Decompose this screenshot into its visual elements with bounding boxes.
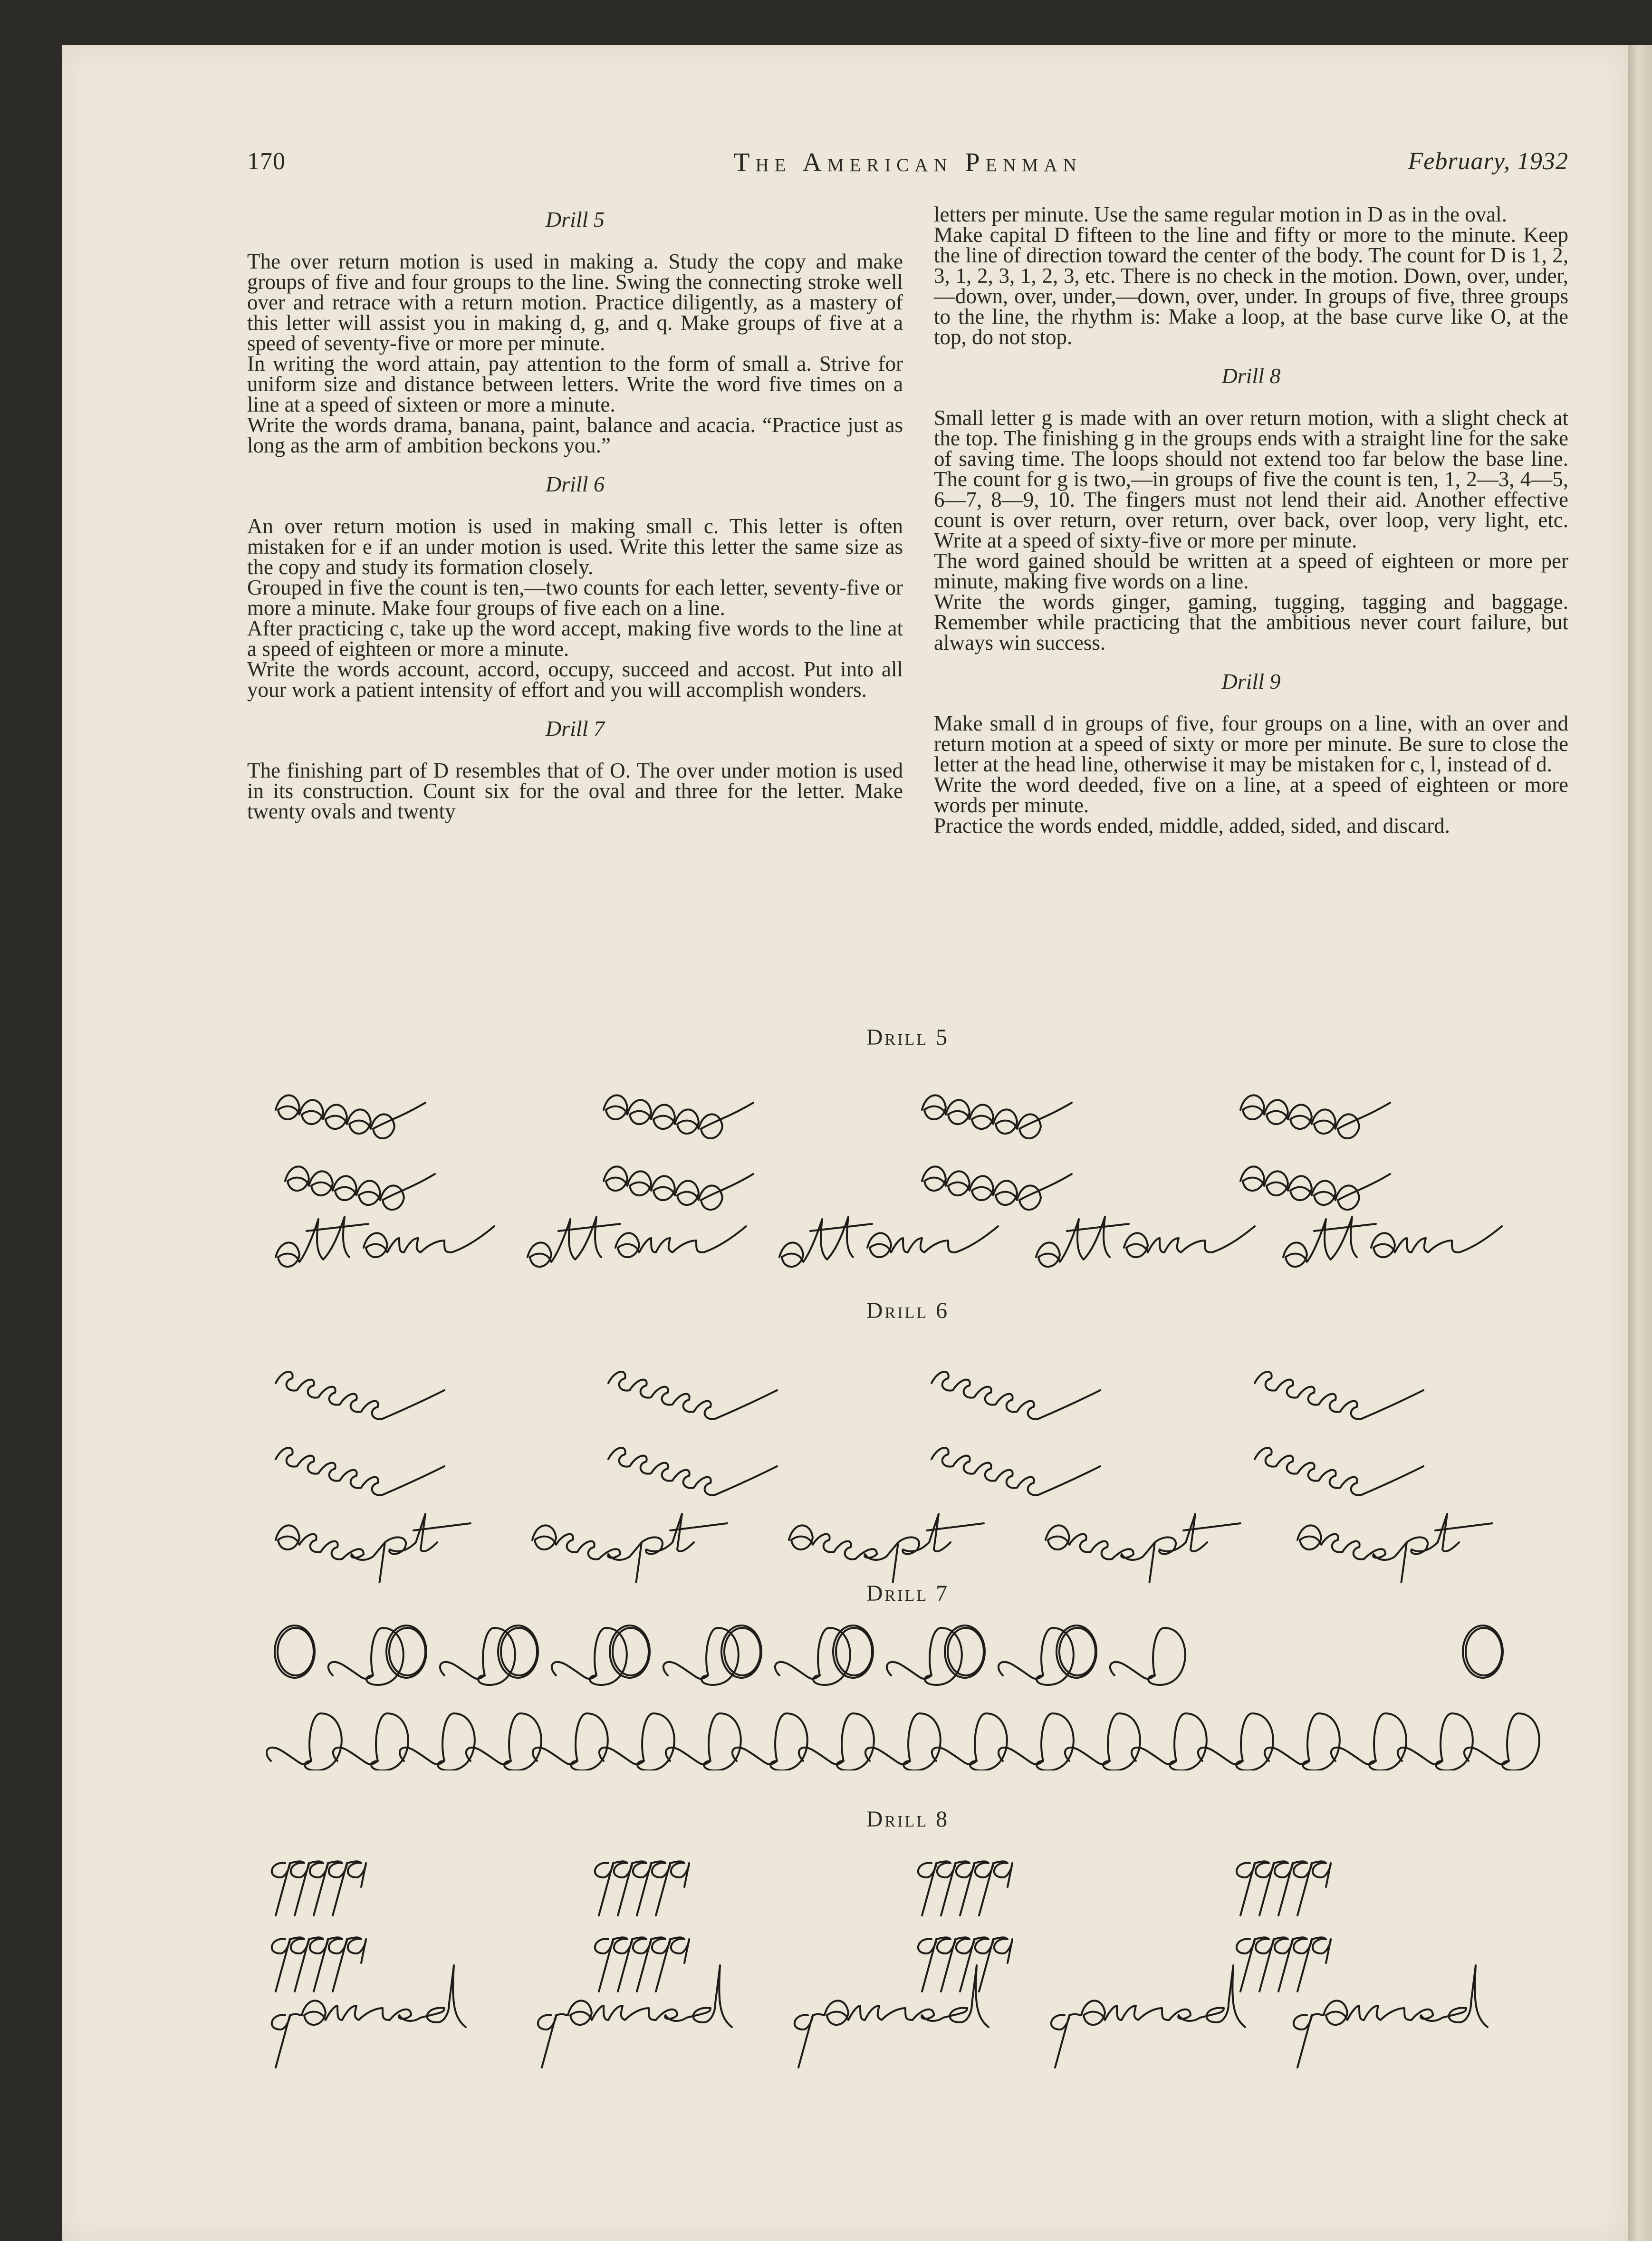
- drill-5-paragraph: Write the words drama, banana, paint, balance and acacia. “Practice just as long as the arm of ambition beckons you.”: [247, 413, 903, 457]
- drill-5-paragraph: In writing the word attain, pay attention to the form of small a. Strive for uniform size and distance between letters. Write the word five times on a line at a speed of sixteen or more a minute.: [247, 352, 903, 416]
- drill-7-heading: Drill 7: [546, 716, 605, 741]
- drill-6-paragraph: After practicing c, take up the word accept, making five words to the line at a speed of eighteen or more a minute.: [247, 616, 903, 661]
- drill-7-paragraph: Make capital D fifteen to the line and fifty or more to the minute. Keep the line of direction toward the center of the body. The count for D is 1, 2, 3, 1, 2, 3, 1, 2, 3, etc. There is no check in the motion. Down, over, under,—down, over, under,—down, over, under. In groups of five, three groups to the line, the rhythm is: Make a loop, at the base curve like O, at the top, do not stop.: [934, 223, 1568, 349]
- drill-8-specimen: [266, 1835, 1549, 2082]
- drill-5-heading: Drill 5: [546, 207, 605, 231]
- drill-7-specimen: [266, 1609, 1549, 1770]
- drill-6-paragraph: An over return motion is used in making small c. This letter is often mistaken for e if an under motion is used. Write this letter the same size as the copy and study its formation closely.: [247, 514, 903, 579]
- drill-6-heading: Drill 6: [546, 472, 605, 496]
- drill-5-specimen: [266, 1053, 1549, 1305]
- plate-title: Drill 6: [866, 1298, 950, 1323]
- plate-title: Drill 7: [866, 1581, 950, 1606]
- issue-date: February, 1932: [1408, 148, 1568, 175]
- adjacent-page-edge: [1628, 45, 1652, 2241]
- drill-9-paragraph: Practice the words ended, middle, added, sided, and discard.: [934, 814, 1450, 837]
- page-number: 170: [247, 148, 286, 175]
- page-header: [247, 147, 1568, 185]
- drill-7-paragraph: The finishing part of D resembles that of O. The over under motion is used in its construction. Count six for the oval and three for the letter. Make twenty ovals and twenty: [247, 759, 903, 823]
- drill-9-paragraph: Write the word deeded, five on a line, at a speed of eighteen or more words per minute.: [934, 773, 1568, 817]
- drill-6-paragraph: Write the words account, accord, occupy, succeed and accost. Put into all your work a patient intensity of effort and you will accomplish wonders.: [247, 657, 903, 702]
- left-text-column: [247, 204, 903, 822]
- drill-8-heading: Drill 8: [1221, 364, 1281, 388]
- journal-title: The American Penman: [733, 148, 1082, 177]
- plate-title: Drill 8: [866, 1807, 950, 1832]
- drill-5-plate: [266, 1024, 1549, 1305]
- drill-8-paragraph: Small letter g is made with an over return motion, with a slight check at the top. The finishing g in the groups ends with a straight line for the sake of saving time. The loops should not extend too far below the base line. The count for g is two,—in groups of five the count is ten, 1, 2—3, 4—5, 6—7, 8—9, 10. The fingers must not lend their aid. Another effective count is over return, over return, over back, over loop, very light, etc. Write at a speed of sixty-five or more per minute.: [934, 406, 1568, 552]
- drill-7-paragraph: letters per minute. Use the same regular motion in D as in the oval.: [934, 202, 1507, 226]
- right-text-column: [934, 204, 1568, 836]
- drill-7-plate: [266, 1580, 1549, 1770]
- drill-6-specimen: [266, 1326, 1549, 1583]
- drill-8-paragraph: Write the words ginger, gaming, tugging, tagging and baggage. Remember while practicing that the ambitious never court failure, but always win success.: [934, 590, 1568, 654]
- drill-8-plate: [266, 1806, 1549, 2082]
- drill-6-paragraph: Grouped in five the count is ten,—two counts for each letter, seventy-five or more a minute. Make four groups of five each on a line.: [247, 576, 903, 620]
- plate-title: Drill 5: [866, 1025, 950, 1050]
- drill-5-paragraph: The over return motion is used in making a. Study the copy and make groups of five and four groups to the line. Swing the connecting stroke well over and retrace with a return motion. Practice diligently, as a mastery of this letter will assist you in making d, g, and q. Make groups of five at a speed of seventy-five or more per minute.: [247, 250, 903, 355]
- drill-8-paragraph: The word gained should be written at a speed of eighteen or more per minute, making five words on a line.: [934, 549, 1568, 593]
- drill-9-heading: Drill 9: [1221, 669, 1281, 693]
- drill-6-plate: [266, 1298, 1549, 1583]
- drill-9-paragraph: Make small d in groups of five, four groups on a line, with an over and return motion at a speed of sixty or more per minute. Be sure to close the letter at the head line, otherwise it may be mistaken for c, l, instead of d.: [934, 712, 1568, 776]
